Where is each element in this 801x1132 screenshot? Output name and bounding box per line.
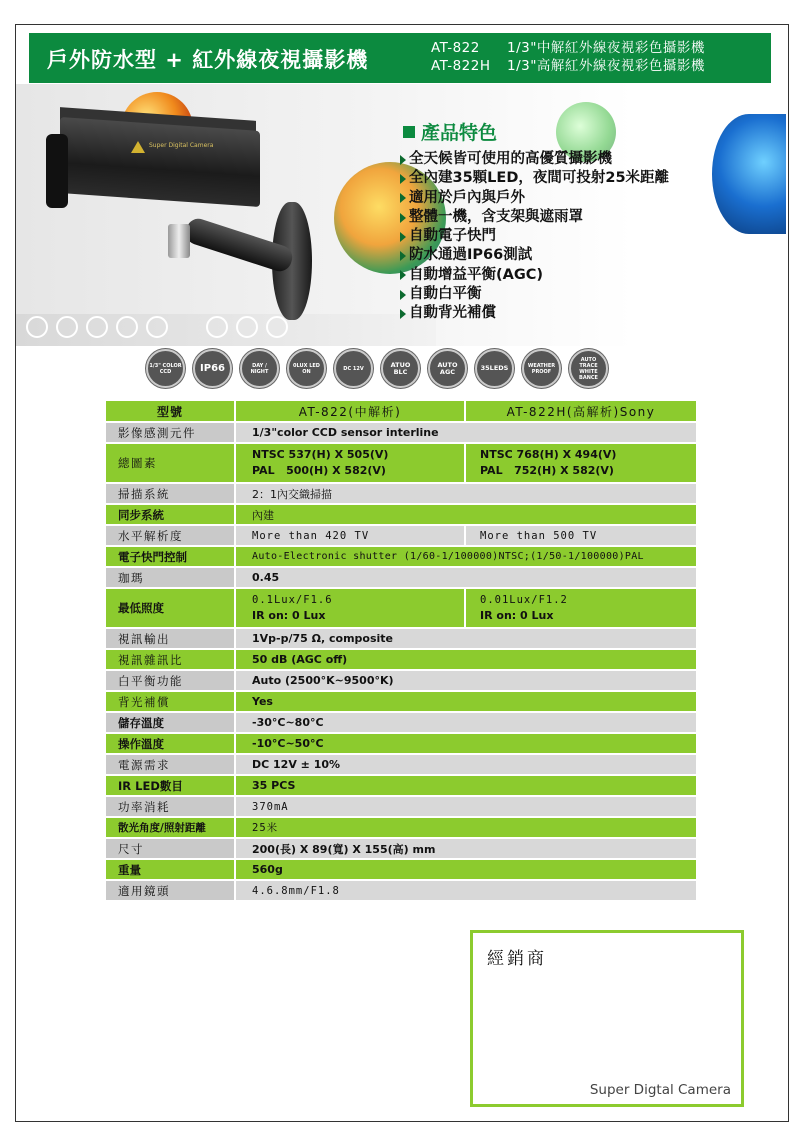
decorative-circle (86, 316, 108, 338)
table-row (106, 860, 696, 879)
decorative-circle (56, 316, 78, 338)
agc-badge-icon (428, 349, 467, 388)
badge-label: AUTO AGC (437, 360, 458, 376)
table-row (106, 589, 696, 627)
spec-label: 散光角度/照射距離 (106, 818, 234, 837)
feature-item (400, 285, 669, 304)
badge-label: WEATHER PROOF (527, 362, 556, 375)
spec-value-line: 0.01Lux/F1.2 (480, 594, 568, 606)
model-desc: 1/3"高解紅外線夜視彩色攝影機 (507, 58, 705, 74)
badge-label: DAY / NIGHT (250, 362, 269, 375)
table-row (106, 547, 696, 566)
column-header: 型號 (106, 401, 234, 421)
feature-item (400, 169, 669, 188)
spec-label: 影像感測元件 (106, 423, 234, 442)
table-row (106, 484, 696, 503)
table-row (106, 839, 696, 858)
feature-item (400, 150, 669, 169)
spec-label: 功率消耗 (106, 797, 234, 816)
spec-value: 內建 (234, 505, 696, 524)
badge-label: ATUO BLC (390, 360, 411, 376)
features-list (400, 150, 669, 324)
model-row (431, 39, 705, 57)
spec-label: 電源需求 (106, 755, 234, 774)
decorative-circle (116, 316, 138, 338)
model-code: AT-822H (431, 58, 491, 74)
spec-value (464, 444, 696, 482)
spec-label: 背光補償 (106, 692, 234, 711)
spec-value: 2：1內交織掃描 (234, 484, 696, 503)
badge-label: DC 12V (343, 365, 364, 372)
camera-knob (168, 224, 190, 258)
zero-lux-badge-icon (287, 349, 326, 388)
arrow-right-icon (400, 270, 406, 280)
spec-label: 總圖素 (106, 444, 234, 482)
spec-value (234, 589, 464, 627)
spec-label: 重量 (106, 860, 234, 879)
spec-label: 掃描系統 (106, 484, 234, 503)
feature-item (400, 227, 669, 246)
spec-table (106, 399, 696, 902)
arrow-right-icon (400, 309, 406, 319)
feature-text: 全天候皆可使用的高優質攝影機 (409, 151, 612, 167)
features-heading-text: 產品特色 (421, 122, 498, 144)
spec-label: 儲存溫度 (106, 713, 234, 732)
feature-text: 防水通過IP66測試 (409, 247, 533, 264)
spec-value: Auto (2500°K~9500°K) (234, 671, 696, 690)
table-row (106, 526, 696, 545)
white-balance-badge-icon (569, 349, 608, 388)
spec-value (234, 444, 464, 482)
decorative-circle (266, 316, 288, 338)
feature-item (400, 266, 669, 285)
camera-label: Super Digital Camera (149, 142, 214, 149)
feature-item (400, 246, 669, 265)
decorative-circle (146, 316, 168, 338)
model-list (431, 39, 705, 75)
table-row (106, 629, 696, 648)
spec-label: 適用鏡頭 (106, 881, 234, 900)
arrow-right-icon (400, 232, 406, 242)
spec-value: More than 420 TV (234, 526, 464, 545)
globe-icon (712, 114, 786, 234)
feature-text: 自動增益平衡(AGC) (409, 266, 544, 283)
table-row (106, 776, 696, 795)
feature-item (400, 208, 669, 227)
spec-value: 25米 (234, 818, 696, 837)
dc12v-badge-icon (334, 349, 373, 388)
badge-label: 35LEDS (480, 364, 509, 372)
spec-value-line: PAL 752(H) X 582(V) (480, 464, 614, 477)
arrow-right-icon (400, 290, 406, 300)
features-heading (403, 118, 497, 145)
feature-text: 整體一機，含支架與遮雨罩 (409, 208, 583, 225)
spec-label: 視訊雜訊比 (106, 650, 234, 669)
column-header: AT-822H(高解析)Sony (464, 401, 696, 421)
spec-value: DC 12V ± 10% (234, 755, 696, 774)
spec-label: 同步系統 (106, 505, 234, 524)
square-bullet-icon (403, 126, 415, 138)
table-row (106, 713, 696, 732)
weatherproof-badge-icon (522, 349, 561, 388)
spec-label: 白平衡功能 (106, 671, 234, 690)
table-row (106, 818, 696, 837)
badge-label: 0LUX LED ON (293, 362, 320, 375)
arrow-right-icon (400, 251, 406, 261)
spec-value-line: IR on: 0 Lux (480, 609, 554, 622)
spec-value-line: 0.1Lux/F1.6 (252, 594, 333, 606)
spec-label: 尺寸 (106, 839, 234, 858)
spec-value-line: PAL 500(H) X 582(V) (252, 464, 386, 477)
spec-value: More than 500 TV (464, 526, 696, 545)
spec-value: 0.45 (234, 568, 696, 587)
feature-text: 自動背光補償 (409, 305, 496, 322)
camera-lens-front (46, 134, 68, 208)
badge-label: AUTO TRACE WHITE BANCE (579, 356, 598, 381)
feature-badges (146, 349, 608, 388)
table-row (106, 755, 696, 774)
table-row (106, 423, 696, 442)
arrow-right-icon (400, 213, 406, 223)
dealer-brand: Super Digtal Camera (589, 1082, 731, 1098)
spec-value-line: IR on: 0 Lux (252, 609, 326, 622)
arrow-right-icon (400, 193, 406, 203)
decorative-circle (206, 316, 228, 338)
ccd-badge-icon (146, 349, 185, 388)
spec-value: Yes (234, 692, 696, 711)
feature-text: 自動白平衡 (409, 286, 482, 303)
feature-text: 適用於戶內與戶外 (409, 189, 525, 206)
feature-item (400, 304, 669, 323)
feature-text: 全內建35顆LED，夜間可投射25米距離 (409, 170, 670, 187)
spec-label: 電子快門控制 (106, 547, 234, 566)
table-row (106, 650, 696, 669)
table-row (106, 568, 696, 587)
model-row (431, 57, 705, 75)
spec-value-line: NTSC 537(H) X 505(V) (252, 448, 389, 461)
spec-value: 35 PCS (234, 776, 696, 795)
decorative-circle (26, 316, 48, 338)
spec-value: 50 dB (AGC off) (234, 650, 696, 669)
table-row (106, 881, 696, 900)
spec-value: 4.6.8mm/F1.8 (234, 881, 696, 900)
page-title: 戶外防水型 + 紅外線夜視攝影機 (47, 48, 369, 72)
column-header: AT-822(中解析) (234, 401, 464, 421)
decorative-circle (236, 316, 258, 338)
camera-body (60, 117, 260, 207)
table-header-row (106, 401, 696, 421)
spec-value: 1/3"color CCD sensor interline (234, 423, 696, 442)
spec-label: 視訊輸出 (106, 629, 234, 648)
model-code: AT-822 (431, 40, 480, 56)
table-row (106, 734, 696, 753)
table-row (106, 797, 696, 816)
model-desc: 1/3"中解紅外線夜視彩色攝影機 (507, 40, 705, 56)
table-row (106, 505, 696, 524)
feature-text: 自動電子快門 (409, 228, 496, 245)
arrow-right-icon (400, 155, 406, 165)
spec-value (464, 589, 696, 627)
spec-label: 水平解析度 (106, 526, 234, 545)
spec-label: IR LED數目 (106, 776, 234, 795)
dealer-box (470, 930, 744, 1107)
spec-value: -10°C~50°C (234, 734, 696, 753)
spec-value: 370mA (234, 797, 696, 816)
ip66-badge-icon (193, 349, 232, 388)
spec-value: 1Vp-p/75 Ω, composite (234, 629, 696, 648)
table-row (106, 671, 696, 690)
header-banner (29, 33, 771, 83)
spec-value-line: NTSC 768(H) X 494(V) (480, 448, 617, 461)
spec-label: 珈瑪 (106, 568, 234, 587)
badge-label: 1/3" COLOR CCD (149, 362, 182, 375)
arrow-right-icon (400, 174, 406, 184)
spec-value: 200(長) X 89(寬) X 155(高) mm (234, 839, 696, 858)
dealer-title: 經銷商 (487, 949, 547, 969)
badge-label: IP66 (200, 363, 225, 374)
spec-value: 560g (234, 860, 696, 879)
spec-label: 操作溫度 (106, 734, 234, 753)
table-row (106, 692, 696, 711)
feature-item (400, 189, 669, 208)
day-night-badge-icon (240, 349, 279, 388)
table-row (106, 444, 696, 482)
spec-value: Auto-Electronic shutter (1/60-1/100000)NTSC;(1/50-1/100000)PAL (234, 547, 696, 566)
leds-badge-icon (475, 349, 514, 388)
blc-badge-icon (381, 349, 420, 388)
spec-label: 最低照度 (106, 589, 234, 627)
spec-value: -30°C~80°C (234, 713, 696, 732)
